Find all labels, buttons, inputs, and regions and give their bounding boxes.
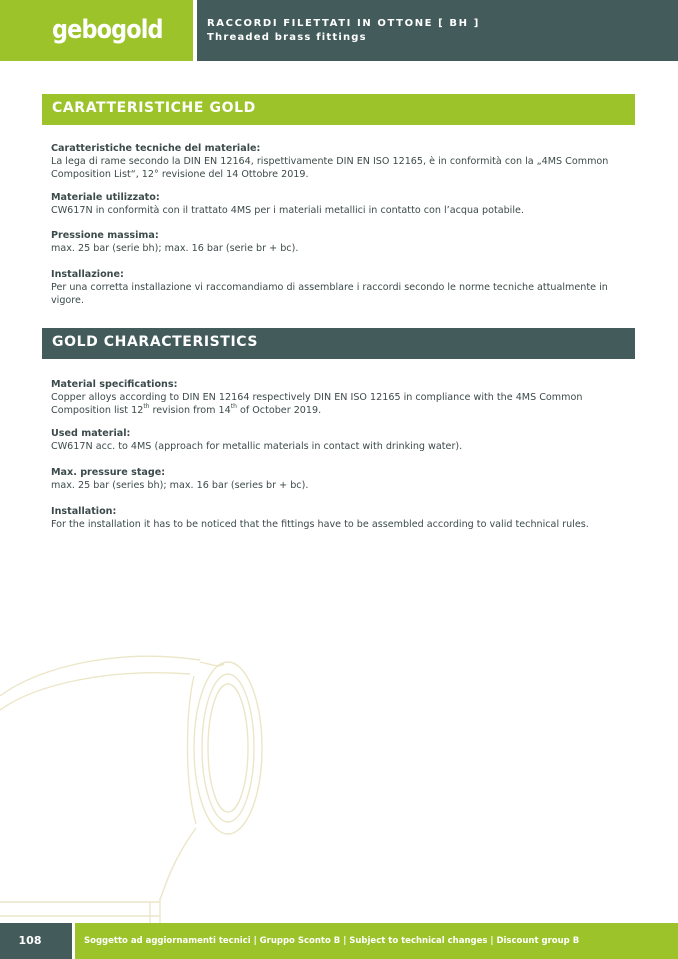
spec-heading: Max. pressure stage: — [51, 467, 166, 478]
footer-info-panel — [75, 923, 678, 959]
footer-text: Soggetto ad aggiornamenti tecnici | Gruppo Sconto B | Subject to technical changes | Discount group B — [84, 936, 580, 946]
spec-text: La lega di rame secondo la DIN EN 12164, rispettivamente DIN EN ISO 12165, è in conformità con la „4MS Common Composition List“, 12° revisione del 14 Ottobre 2019. — [51, 156, 609, 181]
section-banner-english — [42, 328, 635, 359]
header-logo-panel — [0, 0, 193, 61]
logo-text-gold: gold — [111, 15, 163, 45]
spec-heading: Installation: — [51, 506, 117, 517]
logo-text-gebo: gebo — [52, 15, 112, 45]
spec-heading: Pressione massima: — [51, 230, 159, 241]
spec-heading: Caratteristiche tecniche del materiale: — [51, 143, 261, 154]
spec-heading: Used material: — [51, 428, 131, 439]
spec-text: max. 25 bar (series bh); max. 16 bar (series br + bc). — [51, 480, 309, 492]
spec-block-used-material-it — [51, 191, 631, 217]
spec-block-pressure-en — [51, 466, 631, 492]
spec-heading: Installazione: — [51, 269, 124, 280]
spec-text: Per una corretta installazione vi raccomandiamo di assemblare i raccordi secondo le norme tecniche attualmente in vigore. — [51, 282, 608, 307]
spec-text: CW617N in conformità con il trattato 4MS per i materiali metallici in contatto con l’acqua potabile. — [51, 205, 524, 217]
spec-block-installation-it — [51, 268, 631, 308]
spec-heading: Materiale utilizzato: — [51, 192, 160, 203]
fitting-outline-drawing — [0, 640, 320, 930]
footer-page-panel — [0, 923, 72, 959]
spec-heading: Material specifications: — [51, 379, 178, 390]
header-title-italian: RACCORDI FILETTATI IN OTTONE [ BH ] — [207, 18, 480, 29]
page-number: 108 — [18, 934, 42, 947]
gebogold-logo — [52, 13, 163, 47]
spec-block-installation-en — [51, 505, 631, 531]
spec-text: For the installation it has to be noticed that the fittings have to be assembled according to valid technical rules. — [51, 519, 589, 531]
spec-text: max. 25 bar (serie bh); max. 16 bar (serie br + bc). — [51, 243, 299, 255]
spec-block-used-material-en — [51, 427, 631, 453]
section-banner-italian — [42, 94, 635, 125]
spec-block-material-en — [51, 378, 631, 418]
header-title-panel — [197, 0, 678, 61]
spec-text: CW617N acc. to 4MS (approach for metallic materials in contact with drinking water). — [51, 441, 463, 453]
section-title-english: GOLD CHARACTERISTICS — [52, 334, 259, 350]
section-title-italian: CARATTERISTICHE GOLD — [52, 100, 256, 116]
spec-block-pressure-it — [51, 229, 631, 255]
spec-text: Copper alloys according to DIN EN 12164 respectively DIN EN ISO 12165 in compliance with the 4MS Common Composition list 12th revision from 14th of October 2019. — [51, 392, 583, 417]
header-title-english: Threaded brass fittings — [207, 32, 367, 43]
spec-block-material-it — [51, 142, 631, 182]
